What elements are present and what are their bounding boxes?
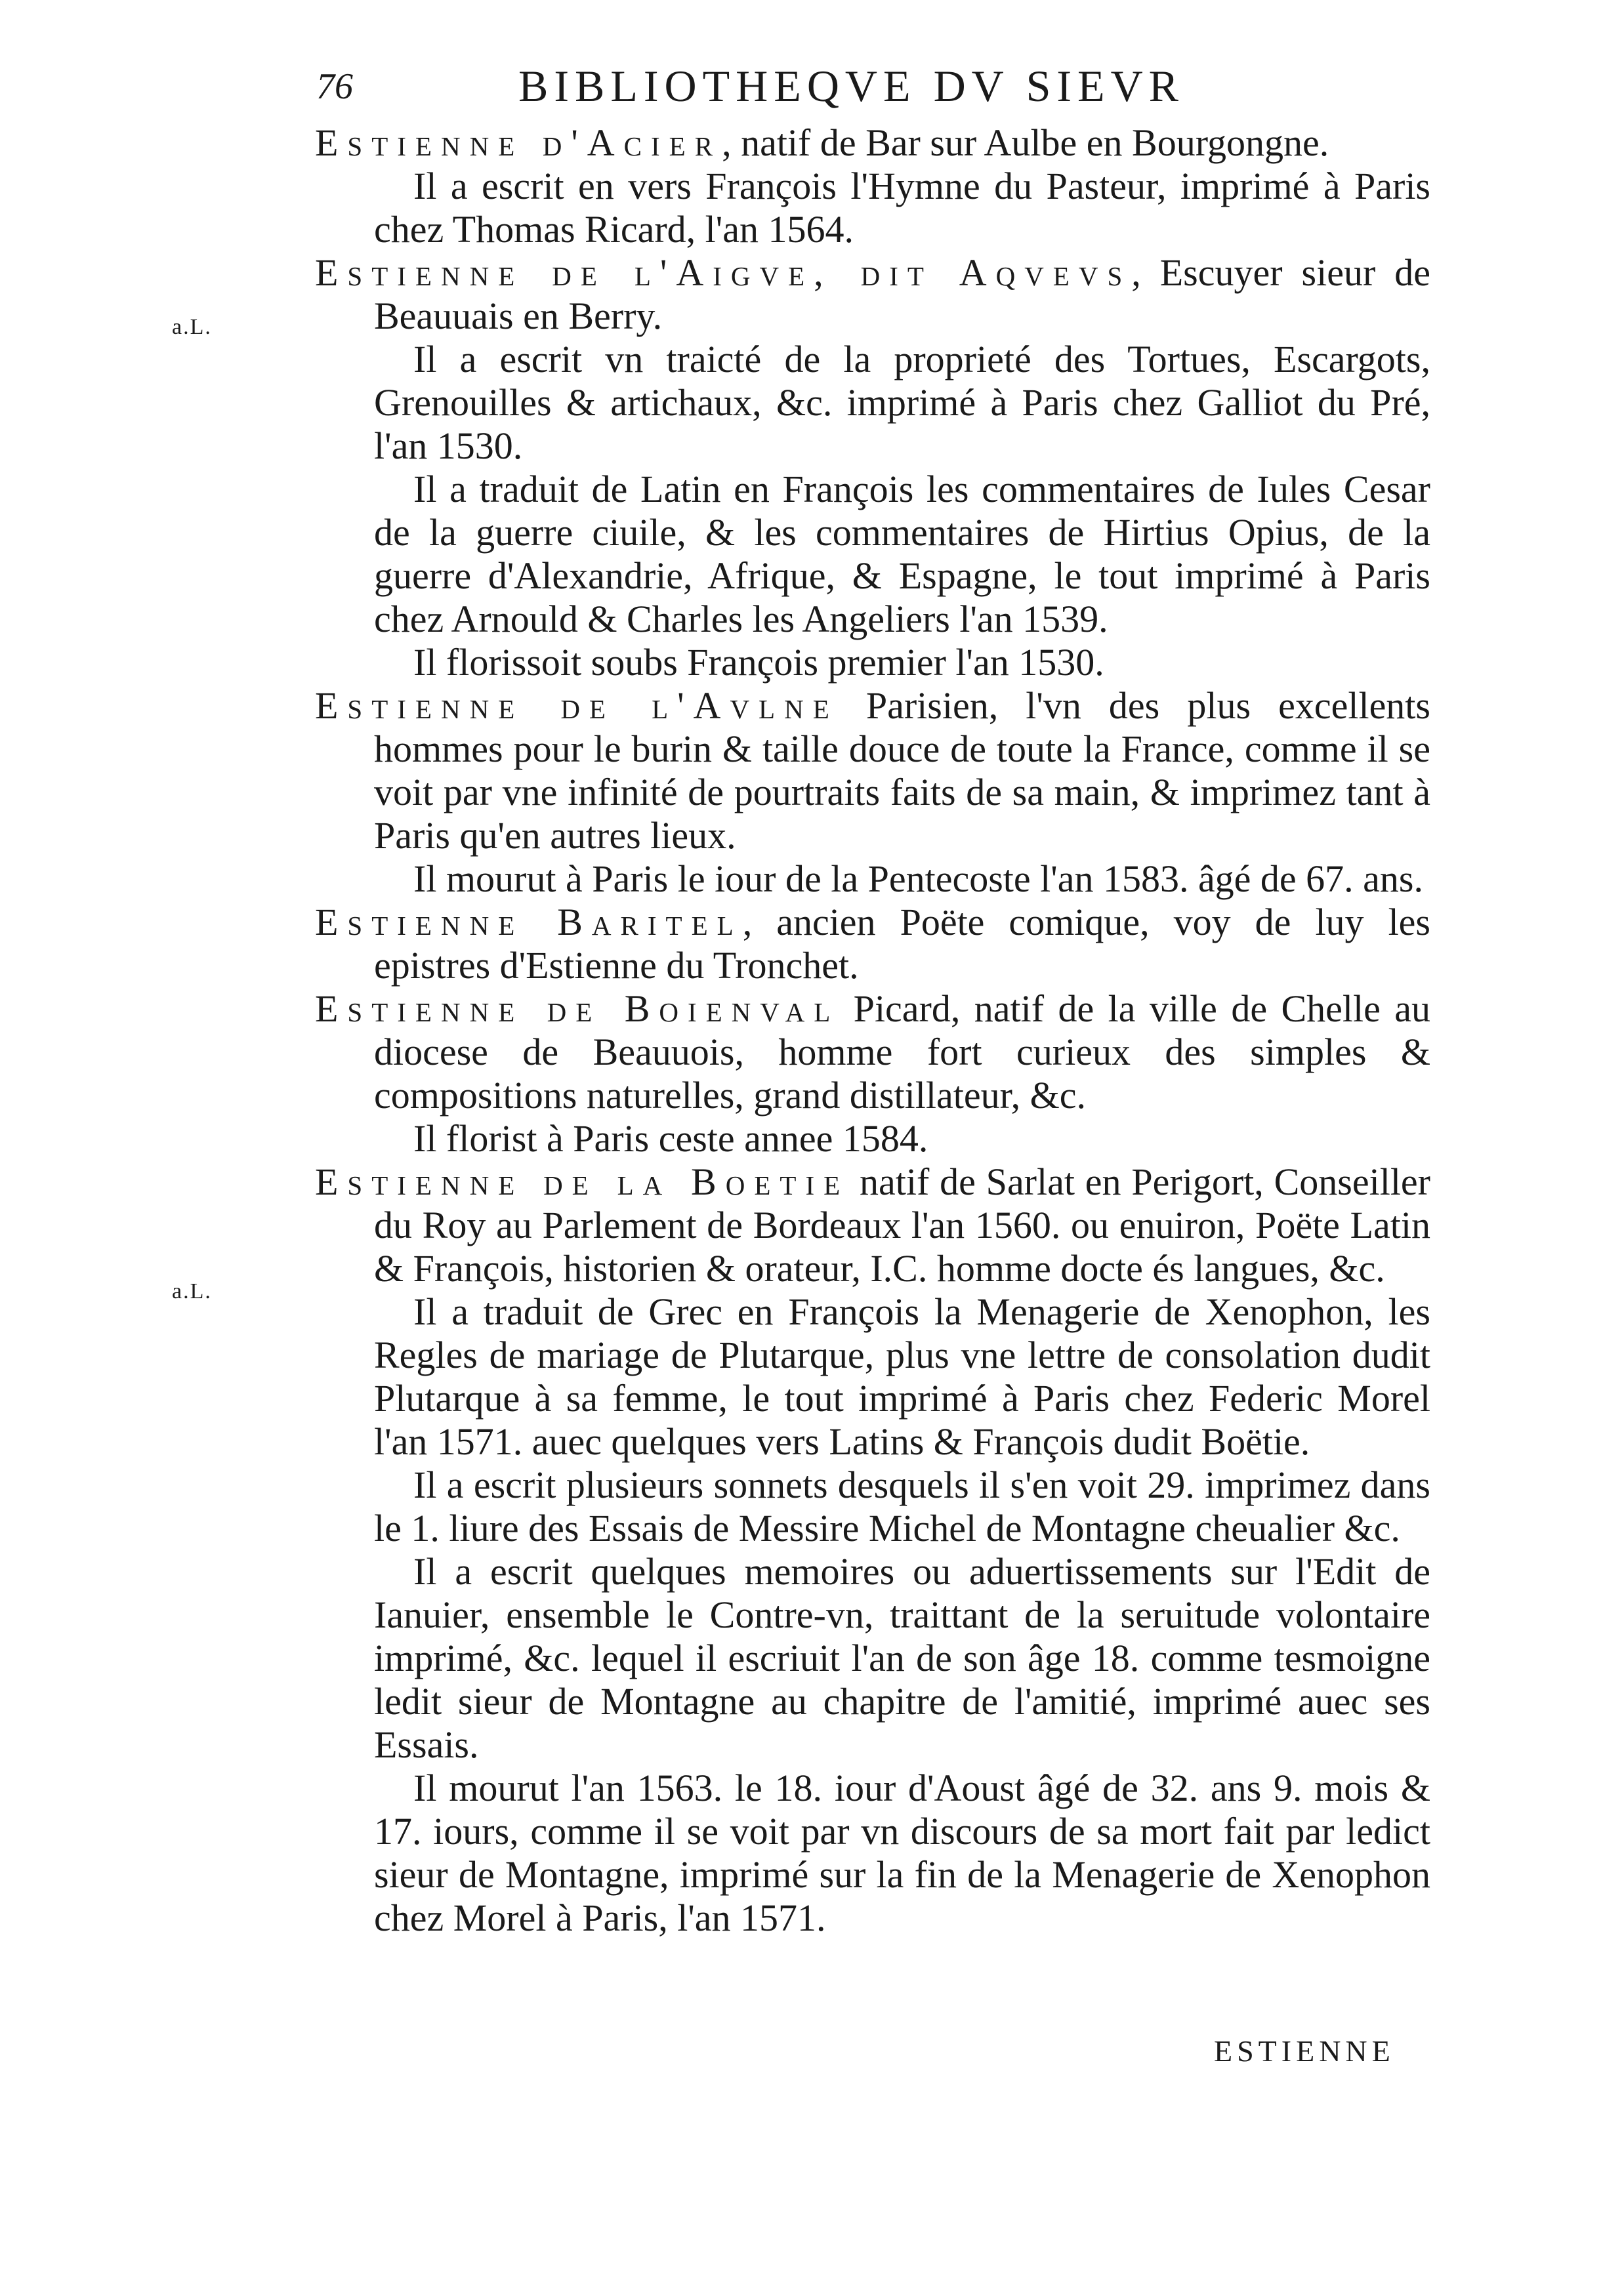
author-name: Estienne de l'Avlne (315, 684, 839, 727)
entry-heading (315, 684, 1430, 857)
margin-mark: a.L. (172, 315, 212, 339)
entry-heading (315, 987, 1430, 1117)
entry-paragraph: Il a escrit plusieurs sonnets desquels il s'en voit 29. imprimez dans le 1. liure des Essais de Messire Michel de Montagne cheualier &c. (374, 1464, 1430, 1549)
entry-intro: , ancien Poëte comique, voy de luy les epistres d'Estienne du Tronchet. (374, 901, 1430, 987)
entry-paragraph: Il florissoit soubs François premier l'an 1530. (413, 641, 1104, 684)
entry-paragraph: Il a traduit de Grec en François la Menagerie de Xenophon, les Regles de mariage de Plutarque, plus vne lettre de consolation dudit Plutarque à sa femme, le tout imprimé à Paris chez Federic Morel l'an 1571. auec quelques vers Latins & François dudit Boëtie. (374, 1290, 1430, 1463)
margin-mark: a.L. (172, 1279, 212, 1303)
entry-intro: , natif de Bar sur Aulbe en Bourgongne. (722, 121, 1329, 164)
entry-heading (315, 1160, 1430, 1290)
entry-intro: natif de Sarlat en Perigort, Conseiller du Roy au Parlement de Bordeaux l'an 1560. ou enuiron, Poëte Latin & François, historien & orateur, I.C. homme docte és langues, &c. (374, 1160, 1430, 1290)
entry-paragraph: Il mourut à Paris le iour de la Pentecoste l'an 1583. âgé de 67. ans. (413, 857, 1423, 900)
entry-intro: Picard, natif de la ville de Chelle au diocese de Beauuois, homme fort curieux des simples & compositions naturelles, grand distillateur, &c. (374, 987, 1431, 1117)
entry-paragraph: Il a escrit quelques memoires ou aduertissements sur l'Edit de Ianuier, ensemble le Contre-vn, traittant de la seruitude volontaire imprimé, &c. lequel il escriuit l'an de son âge 18. comme tesmoigne ledit sieur de Montagne au chapitre de l'amitié, imprimé auec ses Essais. (374, 1550, 1430, 1766)
catchword: ESTIENNE (1214, 2034, 1395, 2068)
entry-paragraph: Il a traduit de Latin en François les commentaires de Iules Cesar de la guerre ciuile, & les commentaires de Hirtius Opius, de la guerre d'Alexandrie, Afrique, & Espagne, le tout imprimé à Paris chez Arnould & Charles les Angeliers l'an 1539. (374, 468, 1430, 640)
entry-heading (315, 901, 1430, 987)
entry-heading (315, 251, 1430, 338)
text-column (315, 121, 1430, 1940)
entry-intro: Parisien, l'vn des plus excellents hommes pour le burin & taille douce de toute la France, comme il se voit par vne infinité de pourtraits faits de sa main, & imprimez tant à Paris qu'en autres lieux. (374, 684, 1430, 857)
entry-paragraph: Il mourut l'an 1563. le 18. iour d'Aoust âgé de 32. ans 9. mois & 17. iours, comme il se voit par vn discours de sa mort fait par ledict sieur de Montagne, imprimé sur la fin de la Menagerie de Xenophon chez Morel à Paris, l'an 1571. (374, 1767, 1430, 1939)
author-name: Estienne d'Acier (315, 121, 722, 164)
entry-paragraph: Il a escrit en vers François l'Hymne du Pasteur, imprimé à Paris chez Thomas Ricard, l'an 1564. (374, 165, 1430, 251)
author-name: Estienne Baritel (315, 901, 743, 943)
page-number: 76 (316, 66, 353, 107)
author-name: Estienne de Boienval (315, 987, 840, 1030)
author-name: Estienne de la Boetie (315, 1160, 850, 1203)
author-name: Estienne de l'Aigve, dit Aqvevs (315, 251, 1132, 294)
running-head: BIBLIOTHEQVE DV SIEVR (518, 61, 1185, 111)
entry-paragraph: Il florist à Paris ceste annee 1584. (413, 1117, 928, 1160)
entry-intro: , Escuyer sieur de Beauuais en Berry. (374, 251, 1430, 337)
entry-heading (315, 121, 1430, 165)
entry-paragraph: Il a escrit vn traicté de la proprieté des Tortues, Escargots, Grenouilles & artichaux, &c. imprimé à Paris chez Galliot du Pré, l'an 1530. (374, 338, 1430, 467)
